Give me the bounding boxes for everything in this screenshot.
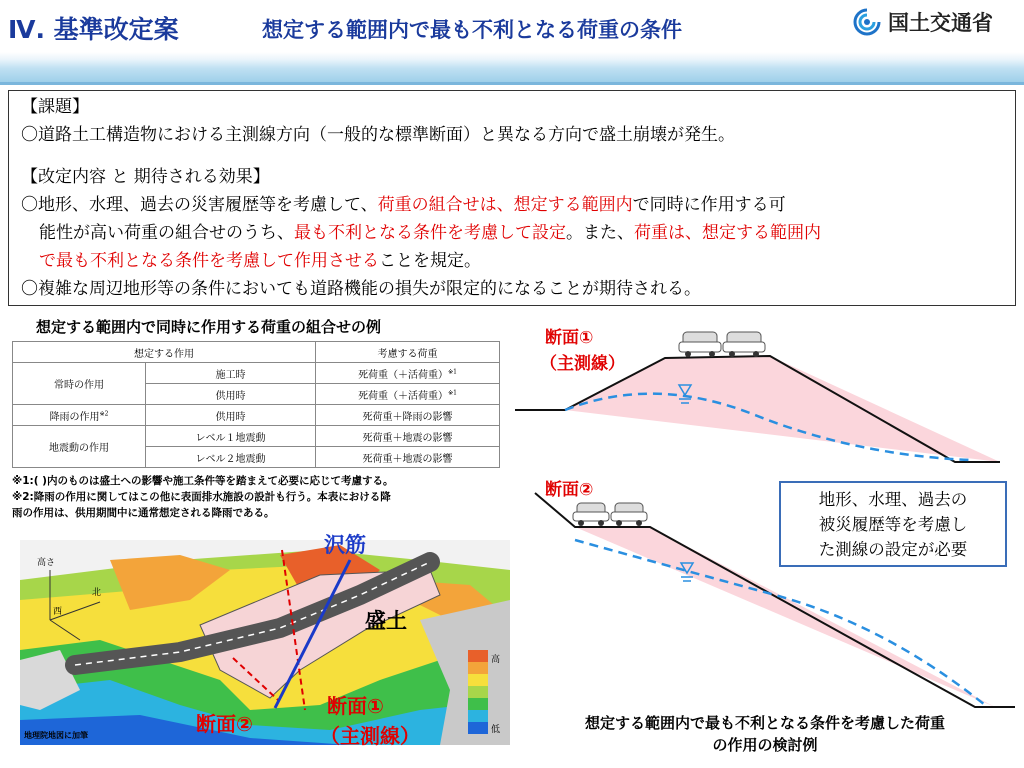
stream-label: 沢筋 bbox=[324, 533, 366, 557]
legend-low-label: 低 bbox=[491, 725, 501, 735]
table-cell: 死荷重＋地震の影響 bbox=[316, 447, 500, 468]
legend-swatch bbox=[468, 722, 488, 734]
car-icon bbox=[723, 332, 765, 357]
caption-line: の作用の検討例 bbox=[712, 736, 818, 754]
table-header-action: 想定する作用 bbox=[13, 342, 316, 363]
table-cell-text: 死荷重（＋活荷重） bbox=[358, 390, 449, 402]
figure-caption bbox=[515, 712, 1015, 756]
text-span: で同時に作用する可 bbox=[632, 195, 786, 215]
height-axis-label: 高さ bbox=[37, 558, 56, 568]
revision-line-4: 〇複雑な周辺地形等の条件においても道路機能の損失が限定的になることが期待される。 bbox=[21, 279, 701, 299]
table-title: 想定する範囲内で同時に作用する荷重の組合せの例 bbox=[36, 318, 382, 336]
footnote-mark: ※2 bbox=[99, 410, 109, 418]
legend-swatch bbox=[468, 662, 488, 674]
table-cell bbox=[13, 405, 146, 426]
table-cell: 施工時 bbox=[146, 363, 316, 384]
car-icon bbox=[573, 503, 609, 526]
table-cell: 常時の作用 bbox=[13, 363, 146, 405]
header-divider bbox=[0, 82, 1024, 85]
text-span: 能性が高い荷重の組合せのうち、 bbox=[39, 223, 294, 243]
table-header-load: 考慮する荷重 bbox=[316, 342, 500, 363]
callout-line: 被災履歴等を考慮し bbox=[818, 515, 968, 534]
embankment-label: 盛土 bbox=[365, 609, 407, 633]
map-credit: 地理院地図に加筆 bbox=[24, 731, 88, 740]
table-cell: 死荷重＋降雨の影響 bbox=[316, 405, 500, 426]
car-icon bbox=[679, 332, 721, 357]
revision-line-3 bbox=[39, 249, 481, 273]
logo-text: 国土交通省 bbox=[888, 11, 993, 35]
text-span: 。また、 bbox=[566, 223, 634, 243]
table-cell: 地震動の作用 bbox=[13, 426, 146, 468]
table-cell: レベル１地震動 bbox=[146, 426, 316, 447]
legend-swatch bbox=[468, 686, 488, 698]
table-row bbox=[13, 342, 500, 363]
section-1-sublabel: （主測線） bbox=[540, 354, 625, 374]
car-icon bbox=[611, 503, 647, 526]
emphasis-span: 荷重の組合せは、想定する範囲内 bbox=[377, 195, 633, 215]
survey-line-callout bbox=[779, 481, 1007, 567]
map-section-2-label: 断面② bbox=[196, 712, 253, 736]
footnote-mark: ※1 bbox=[448, 389, 457, 397]
text-span: ことを規定。 bbox=[379, 251, 481, 271]
emphasis-span: で最も不利となる条件を考慮して作用させる bbox=[39, 251, 379, 271]
callout-line: た測線の設定が必要 bbox=[818, 540, 968, 559]
mlit-logo-icon bbox=[852, 7, 882, 37]
elevation-legend bbox=[468, 650, 488, 734]
footnote-2: ※2:降雨の作用に関してはこの他に表面排水施設の設計も行う。本表における降 bbox=[12, 491, 391, 503]
footnote-1: ※1:( )内のものは盛土への影響や施工条件等を踏まえて必要に応じて考慮する。 bbox=[12, 475, 394, 487]
terrain-map bbox=[20, 540, 510, 745]
west-label: 西 bbox=[53, 607, 63, 617]
ministry-logo bbox=[852, 8, 993, 36]
legend-swatch bbox=[468, 710, 488, 722]
section-1-label: 断面① bbox=[545, 328, 594, 348]
footnote-mark: ※1 bbox=[448, 368, 457, 376]
issue-heading: 【課題】 bbox=[21, 97, 89, 117]
section-2-label: 断面② bbox=[545, 480, 594, 500]
table-cell-text: 死荷重（＋活荷重） bbox=[358, 369, 449, 381]
table-row bbox=[13, 363, 500, 384]
load-combination-table bbox=[12, 341, 500, 468]
table-cell bbox=[316, 363, 500, 384]
legend-swatch bbox=[468, 674, 488, 686]
callout-line: 地形、水理、過去の bbox=[818, 490, 968, 509]
table-cell: 死荷重＋地震の影響 bbox=[316, 426, 500, 447]
map-section-1-sub: （主測線） bbox=[320, 724, 420, 748]
footnote-3: 雨の作用は、供用期間中に通常想定される降雨である。 bbox=[12, 507, 275, 519]
revision-heading: 【改定内容 と 期待される効果】 bbox=[21, 167, 270, 187]
table-cell-text: 降雨の作用 bbox=[49, 411, 100, 423]
issue-box bbox=[8, 90, 1016, 306]
north-label: 北 bbox=[92, 588, 102, 598]
emphasis-span: 荷重は、想定する範囲内 bbox=[634, 223, 821, 243]
legend-swatch bbox=[468, 698, 488, 710]
section-1-fill bbox=[565, 356, 1000, 462]
emphasis-span: 最も不利となる条件を考慮して設定 bbox=[294, 223, 566, 243]
table-cell bbox=[316, 384, 500, 405]
table-cell: 供用時 bbox=[146, 405, 316, 426]
text-span: 〇地形、水理、過去の災害履歴等を考慮して、 bbox=[21, 195, 378, 215]
revision-line-1 bbox=[21, 193, 786, 217]
header-band bbox=[0, 52, 1024, 82]
legend-swatch bbox=[468, 650, 488, 662]
slide-subtitle: 想定する範囲内で最も不利となる荷重の条件 bbox=[262, 18, 682, 42]
table-cell: レベル２地震動 bbox=[146, 447, 316, 468]
caption-line: 想定する範囲内で最も不利となる条件を考慮した荷重 bbox=[584, 714, 945, 732]
issue-line: 〇道路土工構造物における主測線方向（一般的な標準断面）と異なる方向で盛土崩壊が発生。 bbox=[21, 125, 735, 145]
legend-high-label: 高 bbox=[491, 655, 501, 665]
table-row bbox=[13, 405, 500, 426]
map-section-1-label: 断面① bbox=[327, 694, 384, 718]
revision-line-2 bbox=[39, 221, 821, 245]
slide-title: Ⅳ. 基準改定案 bbox=[8, 15, 179, 44]
table-row bbox=[13, 426, 500, 447]
table-cell: 供用時 bbox=[146, 384, 316, 405]
